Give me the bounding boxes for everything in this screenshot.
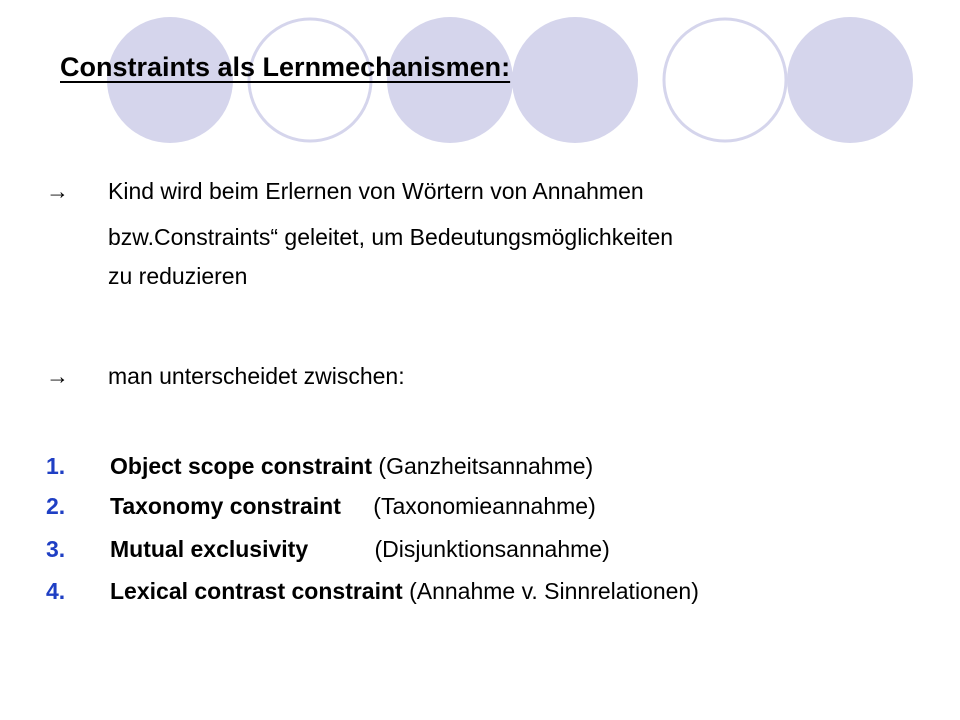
list-number: 1. [46,453,66,479]
bullet1-line2: bzw.Constraints“ geleitet, um Bedeutungsmöglichkeiten [108,224,674,250]
list-number: 2. [46,493,66,519]
list-term: Lexical contrast constraint [110,578,403,604]
list-gloss: (Annahme v. Sinnrelationen) [409,578,699,604]
list-term: Taxonomy constraint [110,493,341,519]
list-term: Object scope constraint [110,453,373,479]
arrow-icon: → [46,363,69,389]
list-term: Mutual exclusivity [110,536,309,562]
list-gloss: (Disjunktionsannahme) [374,536,610,562]
bullet2-text: man unterscheidet zwischen: [108,363,405,389]
list-gloss: (Ganzheitsannahme) [378,453,594,479]
decor-circle-filled [512,17,638,143]
list-number: 3. [46,536,66,562]
decor-circle-filled [787,17,913,143]
bullet1-line1: Kind wird beim Erlernen von Wörtern von Annahmen [108,178,644,204]
arrow-icon: → [46,178,69,204]
list-number: 4. [46,578,66,604]
slide-title: Constraints als Lernmechanismen: [60,52,511,82]
bullet1-line3: zu reduzieren [108,263,248,289]
list-gloss: (Taxonomieannahme) [373,493,596,519]
decor-circle-outline [664,19,786,141]
